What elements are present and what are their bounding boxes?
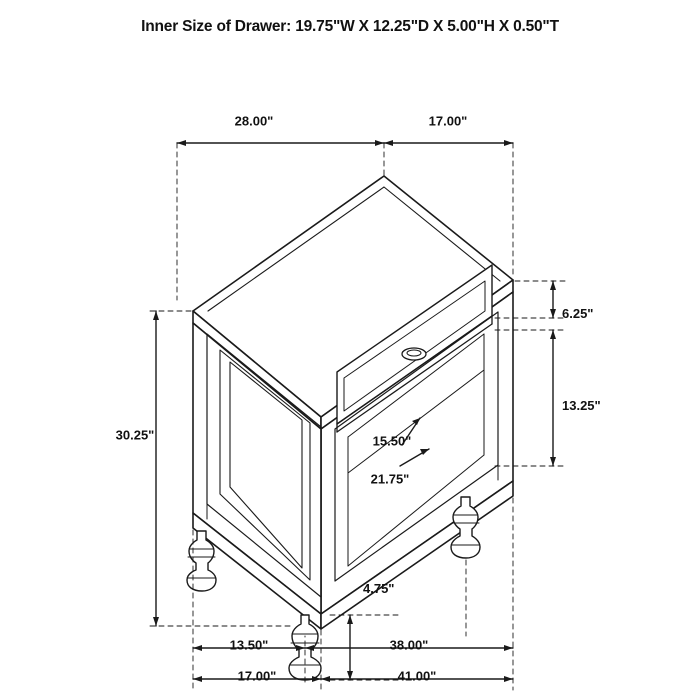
page-title: Inner Size of Drawer: 19.75"W X 12.25"D X 5.00"H X 0.50"T <box>141 18 559 35</box>
dim-label-inner-width: 21.75" <box>370 471 410 487</box>
dim-label-top-right-depth: 17.00" <box>428 113 468 129</box>
dim-label-inner-depth: 15.50" <box>372 433 412 449</box>
drawer-handle <box>402 348 426 360</box>
dim-label-overall-height: 30.25" <box>115 427 155 443</box>
dim-label-top-left-width: 28.00" <box>234 113 274 129</box>
dim-label-foot-left: 17.00" <box>237 668 277 684</box>
dim-label-foot-right: 41.00" <box>397 668 437 684</box>
dim-label-leg-height: 4.75" <box>363 581 395 596</box>
dim-label-base-right: 38.00" <box>389 637 429 653</box>
dim-label-top-to-drawer: 6.25" <box>562 306 594 321</box>
dim-label-drawer-zone: 13.25" <box>562 398 601 413</box>
dim-label-base-left: 13.50" <box>229 637 269 653</box>
